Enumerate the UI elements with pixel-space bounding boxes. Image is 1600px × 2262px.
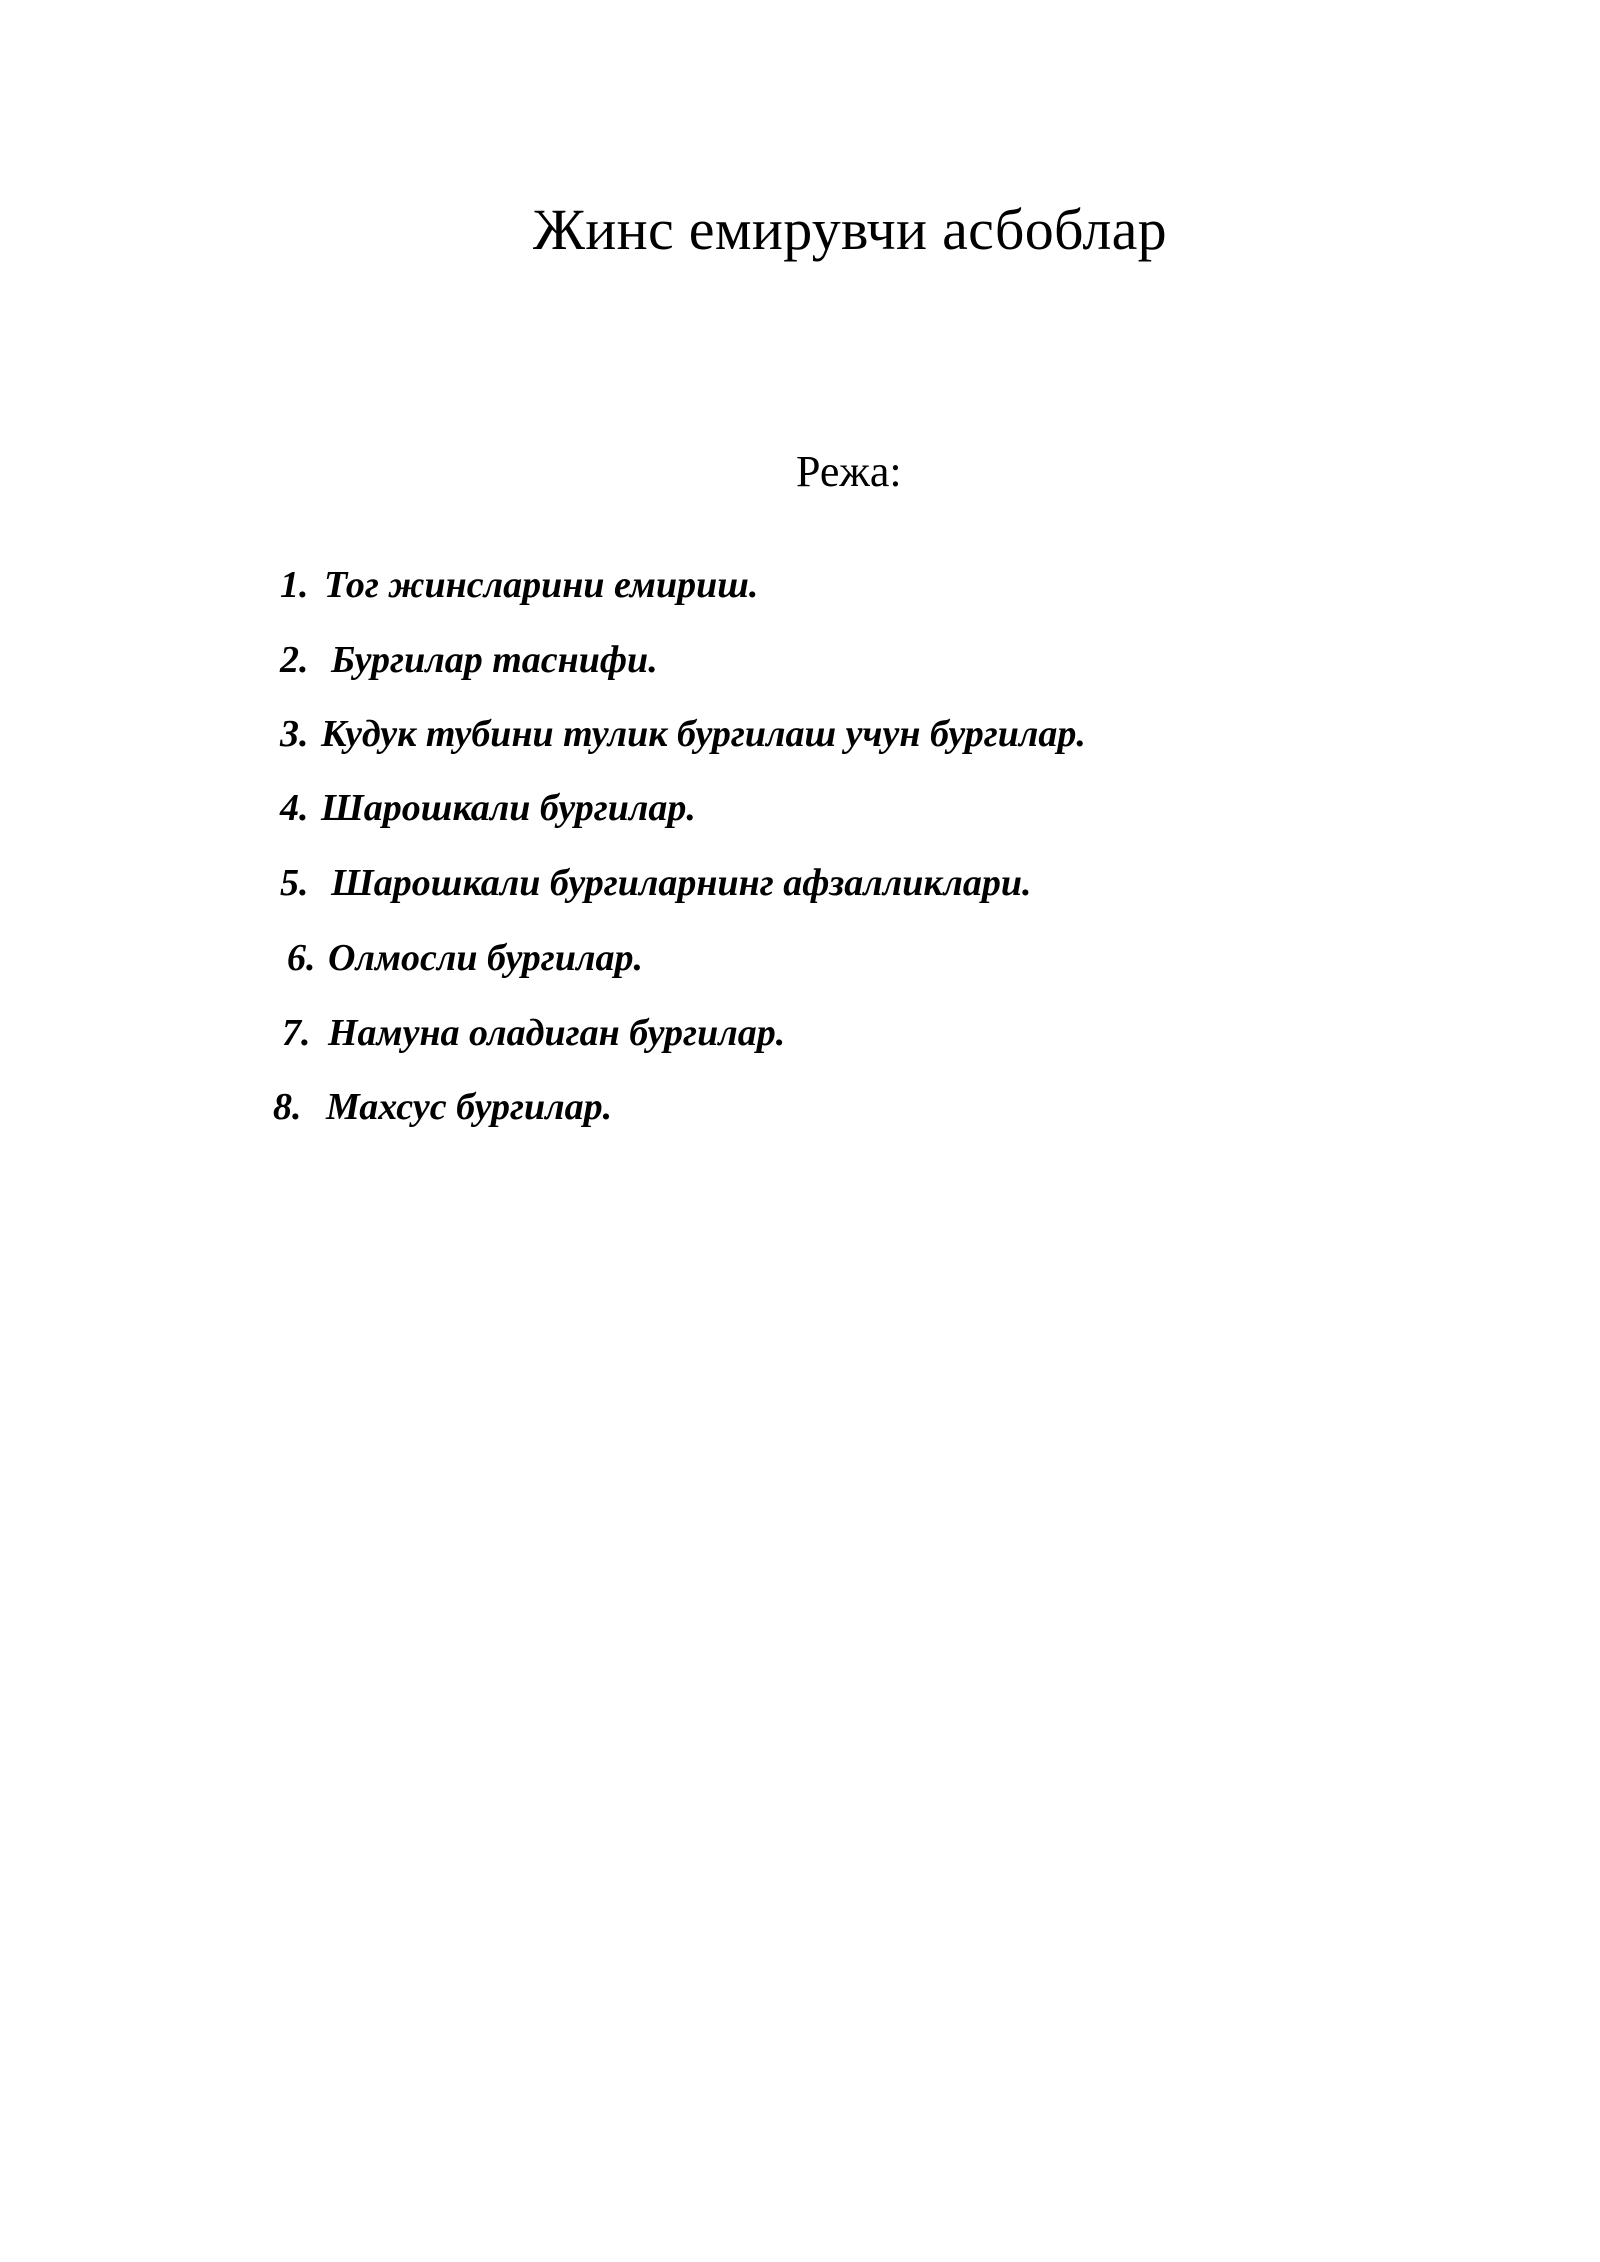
- plan-item-number: 6.: [287, 937, 316, 979]
- plan-item-text: Шарошкали бургилар.: [321, 787, 696, 829]
- plan-item: [282, 1014, 785, 1052]
- plan-item: [280, 566, 758, 604]
- plan-item-number: 5.: [280, 862, 309, 904]
- plan-item: [280, 715, 1086, 753]
- plan-item-number: 8.: [273, 1086, 302, 1128]
- plan-item-text: Кудук тубини тулик бургилаш учун бургилар.: [321, 713, 1086, 755]
- plan-item-text: Махсус бургилар.: [326, 1086, 613, 1128]
- plan-item-number: 7.: [282, 1012, 311, 1054]
- plan-heading: Режа:: [796, 447, 902, 496]
- plan-item: [280, 641, 658, 679]
- plan-item-number: 3.: [280, 713, 309, 755]
- plan-item-number: 2.: [280, 639, 309, 681]
- plan-item-text: Бургилар таснифи.: [331, 639, 658, 681]
- plan-item-text: Тог жинсларини емириш.: [324, 564, 759, 606]
- plan-item-text: Шарошкали бургиларнинг афзалликлари.: [331, 862, 1032, 904]
- plan-item-number: 4.: [280, 787, 309, 829]
- plan-item: [280, 864, 1032, 902]
- plan-item: [280, 789, 696, 827]
- page-title: Жинс емирувчи асбоблар: [533, 197, 1167, 262]
- plan-item: [287, 939, 643, 977]
- plan-item-text: Олмосли бургилар.: [328, 937, 643, 979]
- plan-item: [273, 1088, 612, 1126]
- plan-item-text: Намуна оладиган бургилар.: [328, 1012, 786, 1054]
- plan-item-number: 1.: [280, 564, 309, 606]
